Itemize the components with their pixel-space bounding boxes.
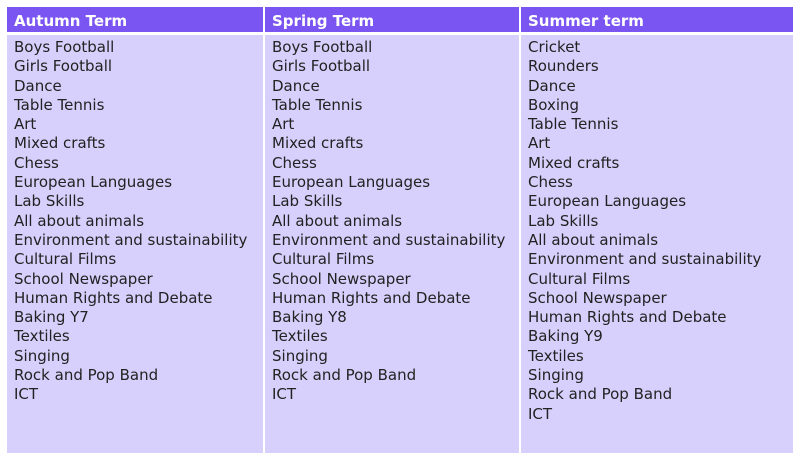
activity-item: Art <box>272 115 295 134</box>
activity-item: All about animals <box>528 230 659 249</box>
autumn-term-activities <box>7 35 263 453</box>
activity-item: European Languages <box>528 192 687 211</box>
activity-item: All about animals <box>14 211 145 230</box>
activity-item: Dance <box>272 76 320 95</box>
activity-item: Mixed crafts <box>528 153 620 172</box>
spring-term-activities <box>263 35 519 453</box>
activity-item: Dance <box>528 76 576 95</box>
spring-term-list <box>272 38 519 405</box>
activity-item: Lab Skills <box>14 192 85 211</box>
activity-item: ICT <box>14 385 39 404</box>
activity-item: Cultural Films <box>528 269 631 288</box>
summer-term-heading: Summer term <box>519 7 793 35</box>
activity-item: All about animals <box>272 211 403 230</box>
activity-item: Rock and Pop Band <box>14 366 159 385</box>
autumn-term-list <box>14 38 263 405</box>
activity-item: Boys Football <box>272 38 373 56</box>
activity-item: Environment and sustainability <box>14 230 248 249</box>
activity-item: School Newspaper <box>528 288 667 307</box>
activity-item: Table Tennis <box>528 115 619 134</box>
activity-item: Cricket <box>528 38 581 56</box>
activity-item: ICT <box>528 404 553 423</box>
activity-item: Boxing <box>528 95 580 114</box>
activity-item: Baking Y7 <box>14 308 89 327</box>
activity-item: School Newspaper <box>14 269 153 288</box>
activity-item: Art <box>528 134 551 153</box>
activity-item: Boys Football <box>14 38 115 56</box>
activity-item: Table Tennis <box>272 95 363 114</box>
activity-item: School Newspaper <box>272 269 411 288</box>
activity-item: Singing <box>528 366 584 385</box>
activity-item: European Languages <box>272 173 431 192</box>
activities-term-table <box>7 7 793 453</box>
activity-item: ICT <box>272 385 297 404</box>
autumn-term-heading: Autumn Term <box>7 7 263 35</box>
activity-item: Rock and Pop Band <box>528 385 673 404</box>
activity-item: Human Rights and Debate <box>272 288 471 307</box>
activity-item: Environment and sustainability <box>528 250 762 269</box>
activity-item: Art <box>14 115 37 134</box>
activity-item: Human Rights and Debate <box>14 288 213 307</box>
activity-item: Baking Y9 <box>528 327 603 346</box>
activity-item: Mixed crafts <box>14 134 106 153</box>
summer-term-activities <box>519 35 793 453</box>
activity-item: Textiles <box>272 327 328 346</box>
activity-item: Rounders <box>528 57 599 76</box>
spring-term-heading: Spring Term <box>263 7 519 35</box>
activity-item: Textiles <box>528 346 584 365</box>
activity-item: Human Rights and Debate <box>528 308 727 327</box>
activity-item: Lab Skills <box>272 192 343 211</box>
summer-term-list <box>528 38 793 424</box>
activity-item: Dance <box>14 76 62 95</box>
activity-item: Baking Y8 <box>272 308 347 327</box>
activity-item: Girls Football <box>14 57 113 76</box>
activity-item: Girls Football <box>272 57 371 76</box>
activity-item: Chess <box>272 153 317 172</box>
activity-item: Textiles <box>14 327 70 346</box>
activity-item: Rock and Pop Band <box>272 366 417 385</box>
activity-item: European Languages <box>14 173 173 192</box>
activity-item: Lab Skills <box>528 211 599 230</box>
activity-item: Mixed crafts <box>272 134 364 153</box>
activity-item: Table Tennis <box>14 95 105 114</box>
activity-item: Chess <box>14 153 59 172</box>
activity-item: Chess <box>528 173 573 192</box>
activity-item: Cultural Films <box>272 250 375 269</box>
activity-item: Singing <box>14 346 70 365</box>
activity-item: Singing <box>272 346 328 365</box>
activity-item: Environment and sustainability <box>272 230 506 249</box>
activity-item: Cultural Films <box>14 250 117 269</box>
